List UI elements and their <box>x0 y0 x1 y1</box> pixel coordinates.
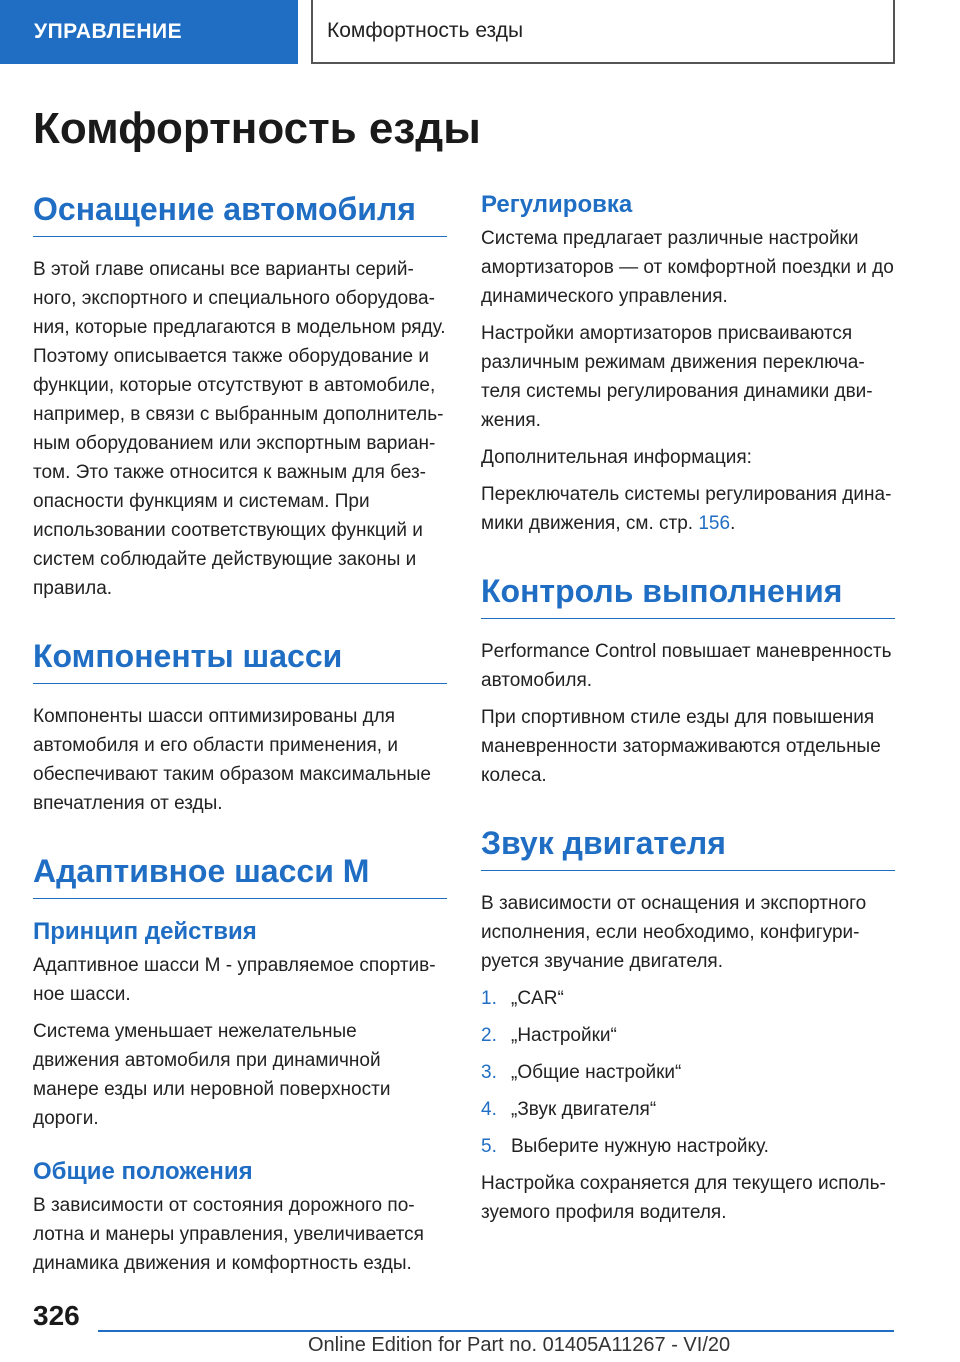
regulation-text-2: Настройки амортизаторов присваиваются различным режимам движения переключа-теля системы регулирования динамики дви-жения. <box>481 323 873 431</box>
page-number: 326 <box>33 1300 80 1331</box>
step-number: 3. <box>481 1062 497 1083</box>
page-link[interactable]: 156 <box>698 513 731 534</box>
section-tab[interactable]: УПРАВЛЕНИЕ <box>0 0 298 64</box>
step-number: 4. <box>481 1099 497 1120</box>
principle-text-2: Система уменьшает нежелательные движения автомобиля при динамичной манере езды или неровной поверхности дороги. <box>33 1021 391 1129</box>
step-number: 2. <box>481 1025 497 1046</box>
performance-text-2: При спортивном стиле езды для повышения маневренности затормаживаются отдельные колеса. <box>481 707 881 786</box>
step-text: „Звук двигателя“ <box>511 1099 657 1120</box>
step-text: „CAR“ <box>511 988 564 1009</box>
footer-divider <box>98 1330 894 1332</box>
steps-list <box>481 984 895 1161</box>
regulation-text-4 <box>481 480 895 538</box>
principle-text-1: Адаптивное шасси M - управляемое спортив-ное шасси. <box>33 955 436 1005</box>
list-item <box>481 1058 895 1087</box>
engine-sound-text-1: В зависимости от оснащения и экспортного исполнения, если необходимо, конфигури-руется звучание двигателя. <box>481 893 867 972</box>
left-column <box>33 190 447 1286</box>
heading-adaptive-chassis: Адаптивное шасси M <box>33 852 447 899</box>
heading-performance-control: Контроль выполнения <box>481 572 895 619</box>
page-title: Комфортность езды <box>33 104 481 153</box>
subheading-regulation: Регулировка <box>481 191 633 218</box>
chapter-title: Комфортность езды <box>327 19 524 42</box>
regulation-text-1: Система предлагает различные настройки амортизаторов — от комфортной поездки и до динамического управления. <box>481 228 894 307</box>
step-text: „Настройки“ <box>511 1025 617 1046</box>
step-number: 1. <box>481 988 497 1009</box>
edition-info: Online Edition for Part no. 01405A11267 - VI/20 <box>308 1334 731 1356</box>
step-number: 5. <box>481 1136 497 1157</box>
list-item <box>481 1132 895 1161</box>
heading-engine-sound: Звук двигателя <box>481 824 895 871</box>
list-item <box>481 984 895 1013</box>
general-text-1: В зависимости от состояния дорожного по-лотна и манеры управления, увеличивается динамика движения и комфортность езды. <box>33 1195 424 1274</box>
right-column <box>481 190 895 1235</box>
subheading-general: Общие положения <box>33 1158 253 1185</box>
regulation-text-3: Дополнительная информация: <box>481 447 752 468</box>
heading-chassis: Компоненты шасси <box>33 637 447 684</box>
chapter-header <box>311 0 895 64</box>
performance-text-1: Performance Control повышает маневренность автомобиля. <box>481 641 892 691</box>
subheading-principle: Принцип действия <box>33 918 257 945</box>
step-text: Выберите нужную настройку. <box>511 1136 769 1157</box>
regulation-ref-text: Переключатель системы регулирования дина-мики движения, см. стр. <box>481 484 892 534</box>
list-item <box>481 1021 895 1050</box>
equipment-text: В этой главе описаны все варианты серий-ного, экспортного и специального оборудова-ния, которые предлагаются в модельном ряду. Поэтому описывается также оборудование и функции, которые отсутствуют в автомобиле, например, в связи с выбранным дополнитель-ным оборудованием или экспортным вариан-том. Это также относится к важным для без-опасности функциям и системам. При использовании соответствующих функций и систем соблюдайте действующие законы и правила. <box>33 259 446 599</box>
regulation-ref-end: . <box>730 513 736 534</box>
heading-equipment: Оснащение автомобиля <box>33 190 447 237</box>
chassis-text: Компоненты шасси оптимизированы для автомобиля и его области применения, и обеспечивают таким образом максимальные впечатления от езды. <box>33 706 431 814</box>
engine-sound-text-2: Настройка сохраняется для текущего исполь-зуемого профиля водителя. <box>481 1173 886 1223</box>
step-text: „Общие настройки“ <box>511 1062 682 1083</box>
list-item <box>481 1095 895 1124</box>
